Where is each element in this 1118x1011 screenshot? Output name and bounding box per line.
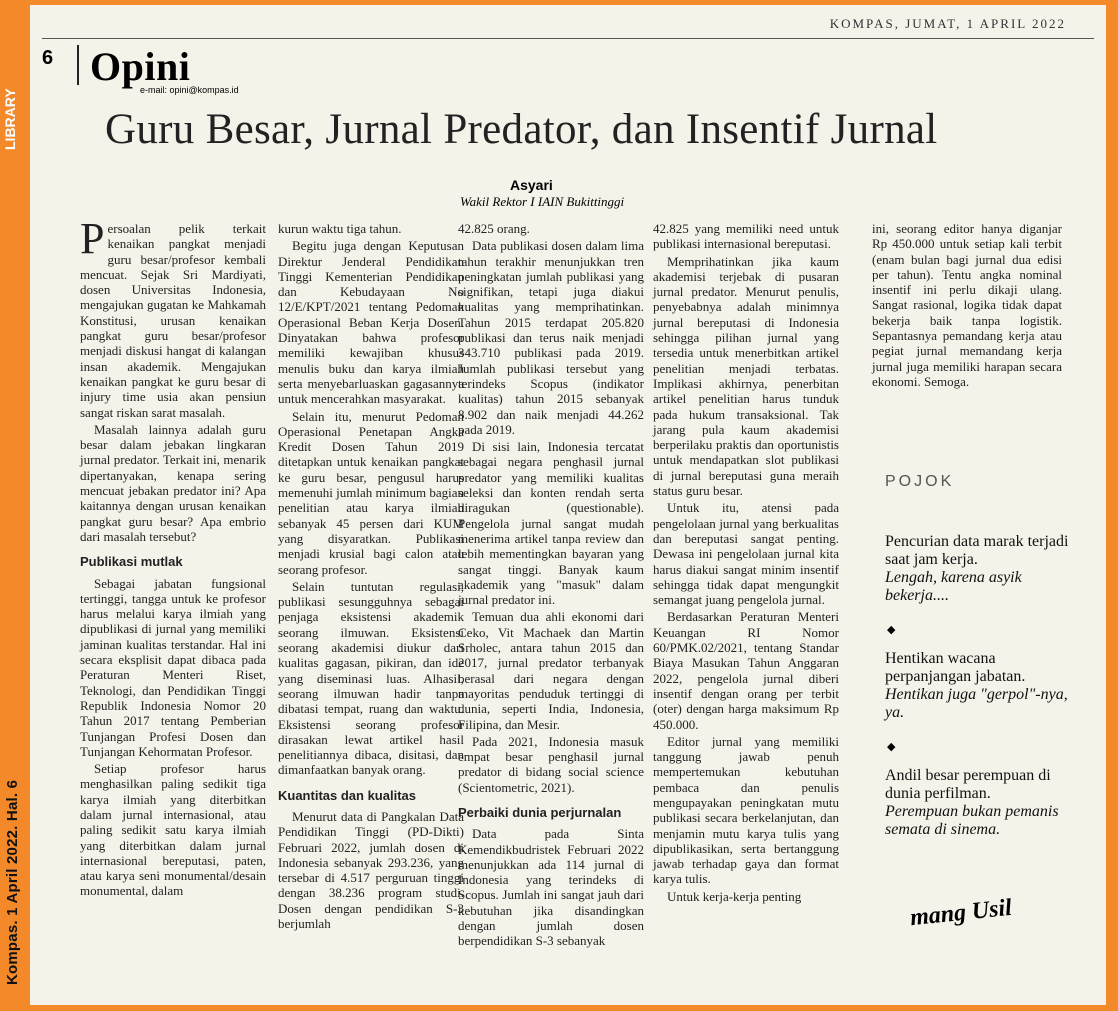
top-divider <box>42 38 1094 39</box>
paragraph: 42.825 yang memiliki need untuk publikasi internasional bereputasi. <box>653 221 839 252</box>
pojok-reply: Lengah, karena asyik bekerja.... <box>885 569 1022 604</box>
article-column-1 <box>80 214 266 901</box>
section-title: Opini <box>90 44 191 89</box>
paragraph: Setiap profesor harus menghasilkan paling sedikit tiga karya ilmiah yang diterbitkan dalam jurnal internasional, atau paling sedikit satu karya ilmiah yang diterbitkan dalam jurnal internasional bereputasi, paten, atau karya seni monumental/desain monumental, dalam <box>80 761 266 899</box>
author-affiliation: Wakil Rektor I IAIN Bukittinggi <box>460 194 625 209</box>
pojok-reply: Hentikan juga "gerpol"-nya, ya. <box>885 686 1068 721</box>
pojok-quote: Pencurian data marak terjadi saat jam kerja. <box>885 533 1069 568</box>
paragraph: Untuk kerja-kerja penting <box>667 888 802 904</box>
pojok-title: POJOK <box>885 473 955 490</box>
paragraph: Berdasarkan Peraturan Menteri Keuangan RI Nomor 60/PMK.02/2021, tentang Standar Biaya Masukan Tahun Anggaran 2022, pengelola jurnal diberi insentif dengan orang per terbit (oter) dengan harga maksimum Rp 450.000. <box>653 609 839 732</box>
article-column-4 <box>653 221 839 906</box>
paragraph: kurun waktu tiga tahun. <box>278 221 402 236</box>
paragraph: 42.825 orang. <box>458 221 530 236</box>
paragraph: Begitu juga dengan Keputusan Direktur Jenderal Pendidikan Tinggi Kementerian Pendidikan dan Kebudayaan No 12/E/KPT/2021 tentang Pedoman Operasional Beban Kerja Dosen. Dinyatakan bahwa profesor memiliki kewajiban khusus menulis buku dan karya ilmiah serta menyebarluaskan gagasannya untuk mencerahkan masyarakat. <box>278 238 464 407</box>
library-tag: LIBRARY <box>2 88 18 150</box>
article-headline: Guru Besar, Jurnal Predator, dan Insentif Jurnal <box>105 106 938 153</box>
drop-cap: P <box>80 214 105 263</box>
paragraph: Di sisi lain, Indonesia tercatat sebagai negara penghasil jurnal predator yang memiliki kualitas seleksi dan konten rendah serta diragukan (questionable). Pengelola jurnal sangat mudah menerima artikel tanpa review dan lebih mementingkan bayaran yang sangat tinggi. Banyak kaum akademik yang "masuk" dalam jurnal predator ini. <box>458 439 644 608</box>
diamond-icon: ◆ <box>887 741 896 753</box>
section-email: e-mail: opini@kompas.id <box>140 85 239 95</box>
article-author: Asyari <box>510 177 553 193</box>
paragraph: Editor jurnal yang memiliki tanggung jawab penuh mempertemukan kebutuhan pembaca dan penulis mengupayakan peningkatan mutu publikasi secara berkelanjutan, dan menjamin mutu karya tulis yang dipublikasikan, serta bertanggung jawab terhadap gaya dan format karya tulis. <box>653 733 839 887</box>
paragraph: Data pada Sinta Kemendikbudristek Februari 2022 menunjukkan ada 114 jurnal di Indonesia yang terindeks di Scopus. Jumlah ini sangat jauh dari kebutuhan jika disandingkan dengan jumlah dosen berpendidikan S-3 sebanyak <box>458 826 644 949</box>
paragraph: Temuan dua ahli ekonomi dari Ceko, Vit Machaek dan Martin Srholec, antara tahun 2015 dan 2017, jurnal predator terbanyak berasal dari negara dengan mayoritas penduduk tertinggi di dunia, seperti India, Indonesia, Filipina, dan Mesir. <box>458 609 644 732</box>
article-column-3 <box>458 221 644 951</box>
article-column-2 <box>278 221 464 933</box>
subheading: Perbaiki dunia perjurnalan <box>458 804 622 820</box>
page-number: 6 <box>42 47 54 69</box>
paragraph: Pada 2021, Indonesia masuk empat besar penghasil jurnal predator di bidang social science (Scientometric, 2021). <box>458 733 644 795</box>
paragraph: Data publikasi dosen dalam lima tahun terakhir menunjukkan tren peningkatan jumlah publikasi yang signifikan, tetapi juga diakui kualitas yang memprihatinkan. Tahun 2015 terdapat 205.820 publikasi dan terus naik menjadi 343.710 publikasi pada 2019. Jumlah publikasi tersebut yang terindeks Scopus (indikator kualitas) tahun 2015 sebanyak 8.902 dan naik menjadi 44.262 pada 2019. <box>458 238 644 437</box>
pojok-quote: Hentikan wacana perpanjangan jabatan. <box>885 650 1026 685</box>
side-caption: Kompas. 1 April 2022. Hal. 6 <box>4 779 21 985</box>
subheading: Kuantitas dan kualitas <box>278 787 416 803</box>
diamond-icon: ◆ <box>887 624 896 636</box>
paragraph: Menurut data di Pangkalan Data Pendidikan Tinggi (PD-Dikti) Februari 2022, jumlah dosen di Indonesia sebanyak 293.236, yang tersebar di 4.517 perguruan tinggi dengan 38.236 program studi. Dosen dengan pendidikan S-3 berjumlah <box>278 808 464 932</box>
section-divider <box>77 45 79 85</box>
paragraph: Sebagai jabatan fungsional tertinggi, tangga untuk ke profesor harus melalui karya ilmiah yang dipublikasi di jurnal yang memiliki jaminan kualitas terstandar. Hal ini secara eksplisit dapat dibaca pada Peraturan Menteri Riset, Teknologi, dan Pendidikan Tinggi Republik Indonesia Nomor 20 Tahun 2017 tentang Pemberian Tunjangan Profesi Dosen dan Tunjangan Kehormatan Profesor. <box>80 575 266 759</box>
paragraph: Selain tuntutan regulasi, publikasi sesungguhnya sebagai penjaga eksistensi akademik seorang ilmuwan. Eksistensi seorang akademisi diukur dari kualitas gagasan, pikiran, dan ide yang diseminasi luas. Alhasil, seorang ilmuwan hadir tanpa dibatasi tempat, ruang dan waktu. Eksistensi seorang profesor dirasakan lewat artikel hasil penelitiannya dibaca, disitasi, dan dimanfaatkan banyak orang. <box>278 578 464 778</box>
article-column-5 <box>872 221 1062 391</box>
signature: mang Usil <box>908 894 1014 932</box>
pojok-reply: Perempuan bukan pemanis semata di sinema. <box>885 803 1059 838</box>
paragraph: Persoalan pelik terkait kenaikan pangkat menjadi guru besar/profesor kembali mencuat. Sejak Sri Mardiyati, dosen Universitas Indonesia, mengajukan gugatan ke Mahkamah Konstitusi, urusan kenaikan pangkat guru besar/profesor menjadi diskusi hangat di kalangan insan akademik. Mengajukan kenaikan pangkat ke guru besar di injury time usia akan pensiun sangat riskan sarat masalah. <box>80 214 266 420</box>
newspaper-page <box>30 5 1106 1005</box>
masthead-date: KOMPAS, JUMAT, 1 APRIL 2022 <box>829 16 1066 31</box>
left-frame <box>0 0 30 1011</box>
paragraph: Selain itu, menurut Pedoman Operasional Penetapan Angka Kredit Dosen Tahun 2019 ditetapkan untuk kenaikan pangkat ke guru besar, pengusul harus memenuhi jumlah minimum bagian penelitian atau karya ilmiah sebanyak 45 persen dari KUM yang disyaratkan. Publikasi menjadi krusial bagi calon atau seorang profesor. <box>278 408 464 577</box>
paragraph: ini, seorang editor hanya diganjar Rp 450.000 untuk setiap kali terbit (enam bulan bagi jurnal dua edisi per tahun). Tentu angka nominal insentif ini perlu dikaji ulang. Sangat rasional, logika tidak dapat bekerja baik tanpa logistik. Sepantasnya pemandang kerja atau pegiat jurnal memandang kerja jurnal juga memiliki harapan secara ekonomi. Semoga. <box>872 221 1062 389</box>
pojok-item <box>885 533 1075 605</box>
paragraph: Memprihatinkan jika kaum akademisi terjebak di pusaran jurnal predator. Menurut penulis, penyebabnya adalah minimnya jurnal bereputasi di Indonesia sehingga pilihan jurnal yang tersedia untuk menerbitkan artikel penelitian menjadi terbatas. Implikasi akhirnya, penerbitan artikel penelitian harus tunduk pada hukum transaksional. Tak jarang pula kaum akademisi berperilaku praktis dan oportunistis untuk mendapatkan slot publikasi di jurnal bereputasi guna meraih status guru besar. <box>653 253 839 499</box>
paragraph: Masalah lainnya adalah guru besar dalam jebakan lingkaran jurnal predator. Terkait ini, menarik dipertanyakan, kenapa sering mencuat jebakan predator ini? Apa kaitannya dengan urusan kenaikan pangkat guru besar? Apa embrio dari masalah tersebut? <box>80 421 266 544</box>
pojok-quote: Andil besar perempuan di dunia perfilman. <box>885 767 1051 802</box>
pojok-item <box>885 767 1075 839</box>
paragraph: Untuk itu, atensi pada pengelolaan jurnal yang berkualitas dan bereputasi sangat penting. Dewasa ini pengelolaan jurnal kita harus diakui sangat minim insentif sehingga tidak dapat mengungkit semangat juang pengelola jurnal. <box>653 500 839 608</box>
subheading: Publikasi mutlak <box>80 554 183 570</box>
pojok-item <box>885 650 1075 722</box>
